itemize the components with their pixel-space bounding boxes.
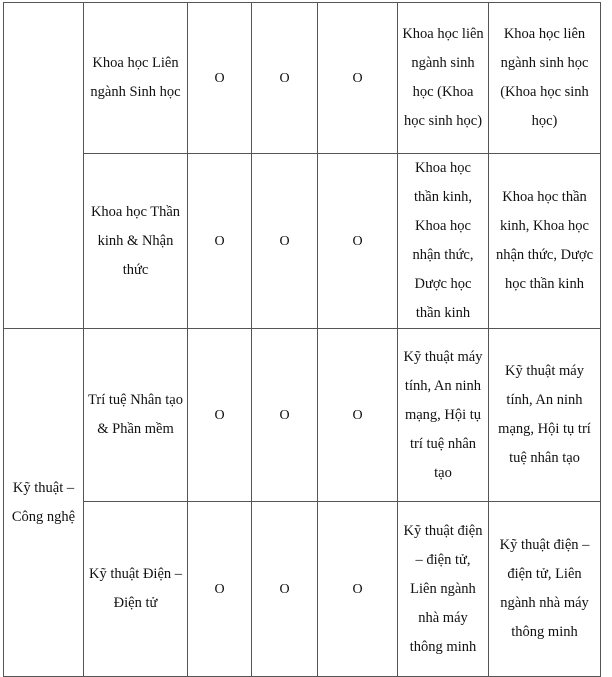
- mark-cell: O: [188, 3, 252, 154]
- program-name: Khoa học Thần kinh & Nhận thức: [84, 154, 188, 329]
- table-row: [4, 329, 601, 502]
- related-major-cell: Kỹ thuật điện – điện tử, Liên ngành nhà máy thông minh: [489, 502, 601, 677]
- mark-cell: O: [188, 154, 252, 329]
- related-major-cell: Khoa học liên ngành sinh học (Khoa học sinh học): [398, 3, 489, 154]
- mark-cell: O: [318, 502, 398, 677]
- mark-cell: O: [318, 154, 398, 329]
- program-name: Khoa học Liên ngành Sinh học: [84, 3, 188, 154]
- program-table: [3, 2, 601, 677]
- related-major-cell: Khoa học liên ngành sinh học (Khoa học sinh học): [489, 3, 601, 154]
- group-cell: Kỹ thuật – Công nghệ: [4, 329, 84, 677]
- mark-cell: O: [318, 329, 398, 502]
- related-major-cell: Khoa học thần kinh, Khoa học nhận thức, Dược học thần kinh: [398, 154, 489, 329]
- table-row: [4, 154, 601, 329]
- mark-cell: O: [188, 502, 252, 677]
- group-cell: [4, 3, 84, 329]
- related-major-cell: Khoa học thần kinh, Khoa học nhận thức, Dược học thần kinh: [489, 154, 601, 329]
- related-major-cell: Kỹ thuật máy tính, An ninh mạng, Hội tụ trí tuệ nhân tạo: [489, 329, 601, 502]
- program-name: Kỹ thuật Điện – Điện tử: [84, 502, 188, 677]
- table-row: [4, 3, 601, 154]
- mark-cell: O: [252, 329, 318, 502]
- program-name: Trí tuệ Nhân tạo & Phần mềm: [84, 329, 188, 502]
- related-major-cell: Kỹ thuật điện – điện tử, Liên ngành nhà máy thông minh: [398, 502, 489, 677]
- related-major-cell: Kỹ thuật máy tính, An ninh mạng, Hội tụ trí tuệ nhân tạo: [398, 329, 489, 502]
- mark-cell: O: [318, 3, 398, 154]
- table-row: [4, 502, 601, 677]
- mark-cell: O: [252, 154, 318, 329]
- mark-cell: O: [252, 502, 318, 677]
- mark-cell: O: [252, 3, 318, 154]
- mark-cell: O: [188, 329, 252, 502]
